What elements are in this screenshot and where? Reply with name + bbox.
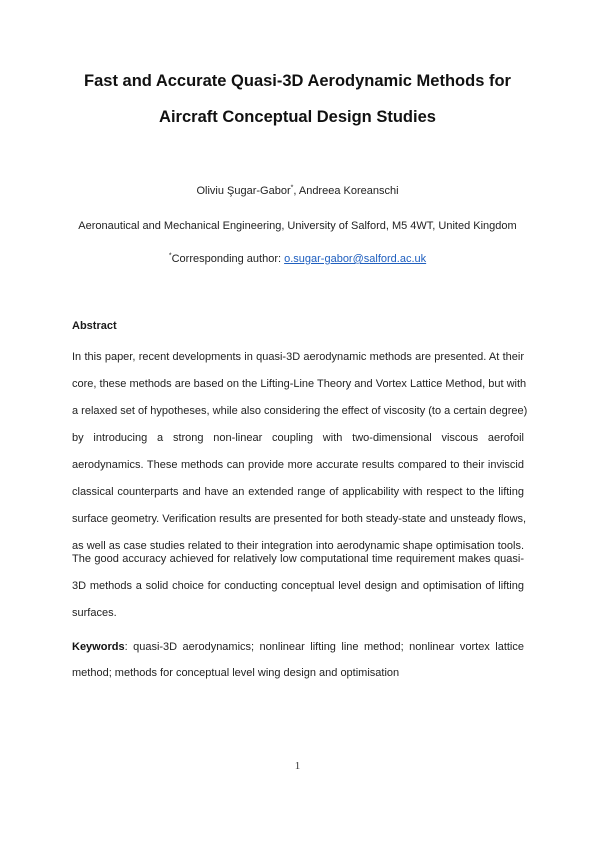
author-separator: , [293, 185, 299, 197]
page-number: 1 [294, 760, 301, 772]
abstract-line: classical counterparts and have an extended range of applicability with respect to the lifting [72, 486, 524, 498]
abstract-line: by introducing a strong non-linear coupling with two-dimensional viscous aerofoil [72, 432, 524, 444]
abstract-line: core, these methods are based on the Lifting-Line Theory and Vortex Lattice Method, but with [72, 378, 527, 390]
keywords-line-2: method; methods for conceptual level wing design and optimisation [72, 667, 400, 679]
affiliation: Aeronautical and Mechanical Engineering, University of Salford, M5 4WT, United Kingdom [78, 220, 517, 232]
paper-title-line-1: Fast and Accurate Quasi-3D Aerodynamic Methods for [84, 72, 511, 90]
abstract-heading: Abstract [72, 320, 117, 332]
keywords-label: Keywords [72, 641, 125, 653]
abstract-line: surface geometry. Verification results are presented for both steady-state and unsteady flows, [72, 513, 527, 525]
corresponding-label: Corresponding author: [171, 253, 285, 265]
abstract-line: The good accuracy achieved for relatively low computational time requirement makes quasi- [72, 553, 524, 565]
keywords-line-1 [72, 641, 524, 653]
author-1: Oliviu Şugar-Gabor [196, 185, 291, 197]
corresponding-mark: * [290, 184, 294, 192]
abstract-line: In this paper, recent developments in quasi-3D aerodynamic methods are presented. At their [72, 351, 524, 363]
abstract-line: a relaxed set of hypotheses, while also considering the effect of viscosity (to a certain degree) [72, 405, 528, 417]
abstract-line: aerodynamics. These methods can provide more accurate results compared to their inviscid [72, 459, 524, 471]
author-2: Andreea Koreanschi [298, 185, 399, 197]
abstract-line: surfaces. [72, 607, 117, 619]
email-link[interactable]: o.sugar-gabor@salford.ac.uk [284, 253, 427, 265]
keywords-text: : quasi-3D aerodynamics; nonlinear lifting line method; nonlinear vortex lattice [124, 641, 524, 653]
paper-title-line-2: Aircraft Conceptual Design Studies [159, 108, 436, 126]
abstract-line: as well as case studies related to their integration into aerodynamic shape optimisation tools. [72, 540, 524, 552]
corresponding-author [30, 253, 565, 265]
corresponding-mark: * [168, 252, 172, 260]
abstract-line: 3D methods a solid choice for conducting conceptual level design and optimisation of lifting [72, 580, 524, 592]
author-list [30, 185, 565, 197]
